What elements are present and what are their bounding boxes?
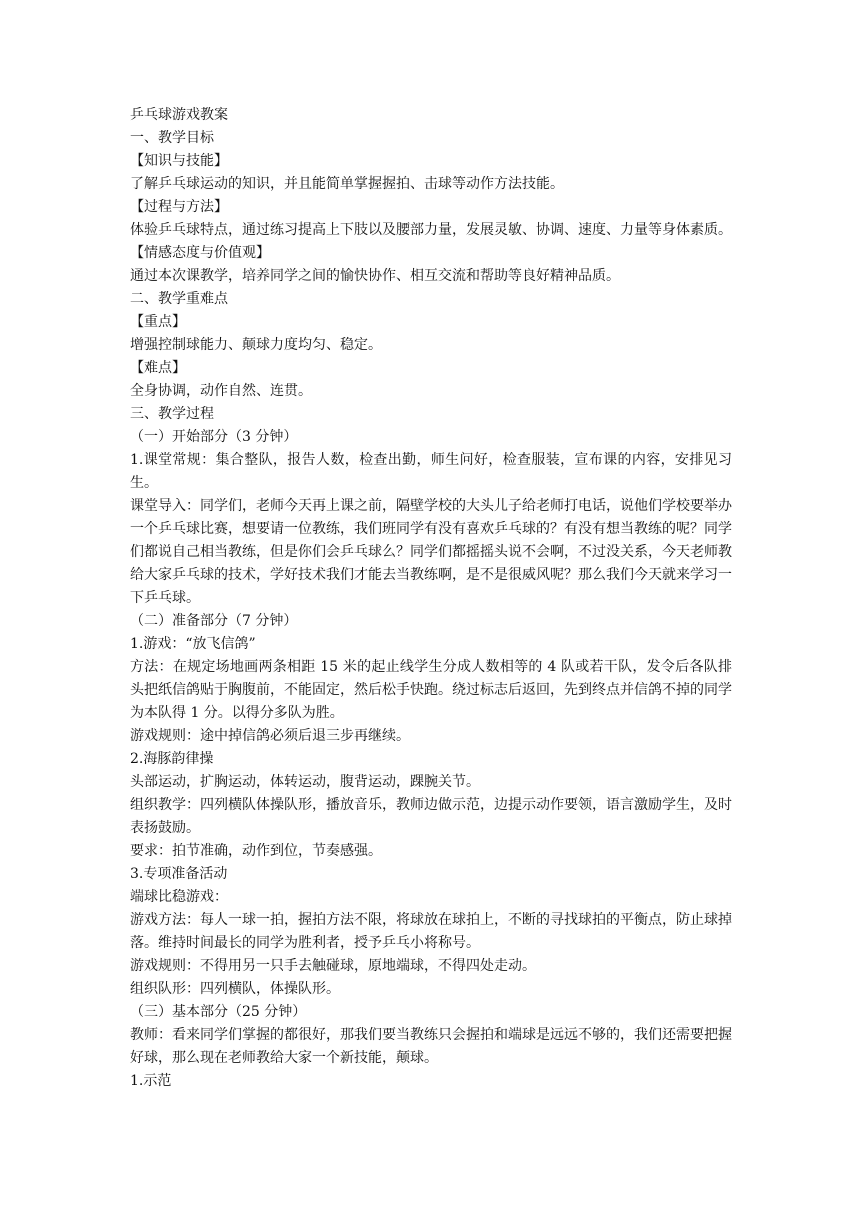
subsection-heading: 【重点】 [130,314,186,330]
subsection-heading: 【过程与方法】 [130,199,228,215]
section-heading: 二、教学重难点 [130,291,228,307]
subsection-heading: 【情感态度与价值观】 [130,245,270,261]
document-title: 乒乓球游戏教案 [130,107,228,123]
part-heading: （一）开始部分（3 分钟） [130,429,298,445]
document-page [130,104,732,1093]
paragraph: 教师：看来同学们掌握的都很好，那我们要当教练只会握拍和端球是远远不够的，我们还需要把握好球，那么现在老师教给大家一个新技能，颠球。 [130,1027,732,1066]
paragraph: 全身协调，动作自然、连贯。 [130,383,312,399]
part-heading: （三）基本部分（25 分钟） [130,1004,307,1020]
paragraph: 端球比稳游戏： [130,889,228,905]
paragraph: 方法：在规定场地画两条相距 15 米的起止线学生分成人数相等的 4 队或若干队，发令后各队排头把纸信鸽贴于胸腹前，不能固定，然后松手快跑。绕过标志后返回，先到终点并信鸽不掉的同学为本队得 1 分。以得分多队为胜。 [130,659,732,721]
section-heading: 三、教学过程 [130,406,214,422]
paragraph: 要求：拍节准确，动作到位，节奏感强。 [130,843,382,859]
item-heading: 1.游戏：“放飞信鸽” [130,636,256,652]
paragraph: 组织教学：四列横队体操队形，播放音乐，教师边做示范，边提示动作要领，语言激励学生，及时表扬鼓励。 [130,797,732,836]
paragraph: 课堂导入：同学们，老师今天再上课之前，隔壁学校的大头儿子给老师打电话，说他们学校要举办一个乒乓球比赛，想要请一位教练，我们班同学有没有喜欢乒乓球的？有没有想当教练的呢？同学们都说自己相当教练，但是你们会乒乓球么？同学们都摇摇头说不会啊，不过没关系，今天老师教给大家乒乓球的技术，学好技术我们才能去当教练啊，是不是很威风呢？那么我们今天就来学习一下乒乓球。 [130,498,732,606]
paragraph: 组织队形：四列横队，体操队形。 [130,981,340,997]
subsection-heading: 【难点】 [130,360,186,376]
paragraph: 通过本次课教学，培养同学之间的愉快协作、相互交流和帮助等良好精神品质。 [130,268,620,284]
item-heading: 2.海豚韵律操 [130,751,214,767]
part-heading: （二）准备部分（7 分钟） [130,613,298,629]
paragraph: 体验乒乓球特点，通过练习提高上下肢以及腰部力量，发展灵敏、协调、速度、力量等身体素质。 [130,222,732,238]
section-heading: 一、教学目标 [130,130,214,146]
subsection-heading: 【知识与技能】 [130,153,228,169]
paragraph: 了解乒乓球运动的知识，并且能简单掌握握拍、击球等动作方法技能。 [130,176,564,192]
paragraph: 游戏方法：每人一球一拍，握拍方法不限，将球放在球拍上，不断的寻找球拍的平衡点，防止球掉落。维持时间最长的同学为胜利者，授予乒乓小将称号。 [130,912,732,951]
paragraph: 游戏规则：途中掉信鸽必须后退三步再继续。 [130,728,410,744]
item-heading: 1.示范 [130,1073,172,1089]
paragraph: 1.课堂常规：集合整队，报告人数，检查出勤，师生问好，检查服装，宣布课的内容，安排见习生。 [130,452,732,491]
paragraph: 增强控制球能力、颠球力度均匀、稳定。 [130,337,382,353]
item-heading: 3.专项准备活动 [130,866,228,882]
paragraph: 头部运动，扩胸运动，体转运动，腹背运动，踝腕关节。 [130,774,480,790]
paragraph: 游戏规则：不得用另一只手去触碰球，原地端球，不得四处走动。 [130,958,536,974]
